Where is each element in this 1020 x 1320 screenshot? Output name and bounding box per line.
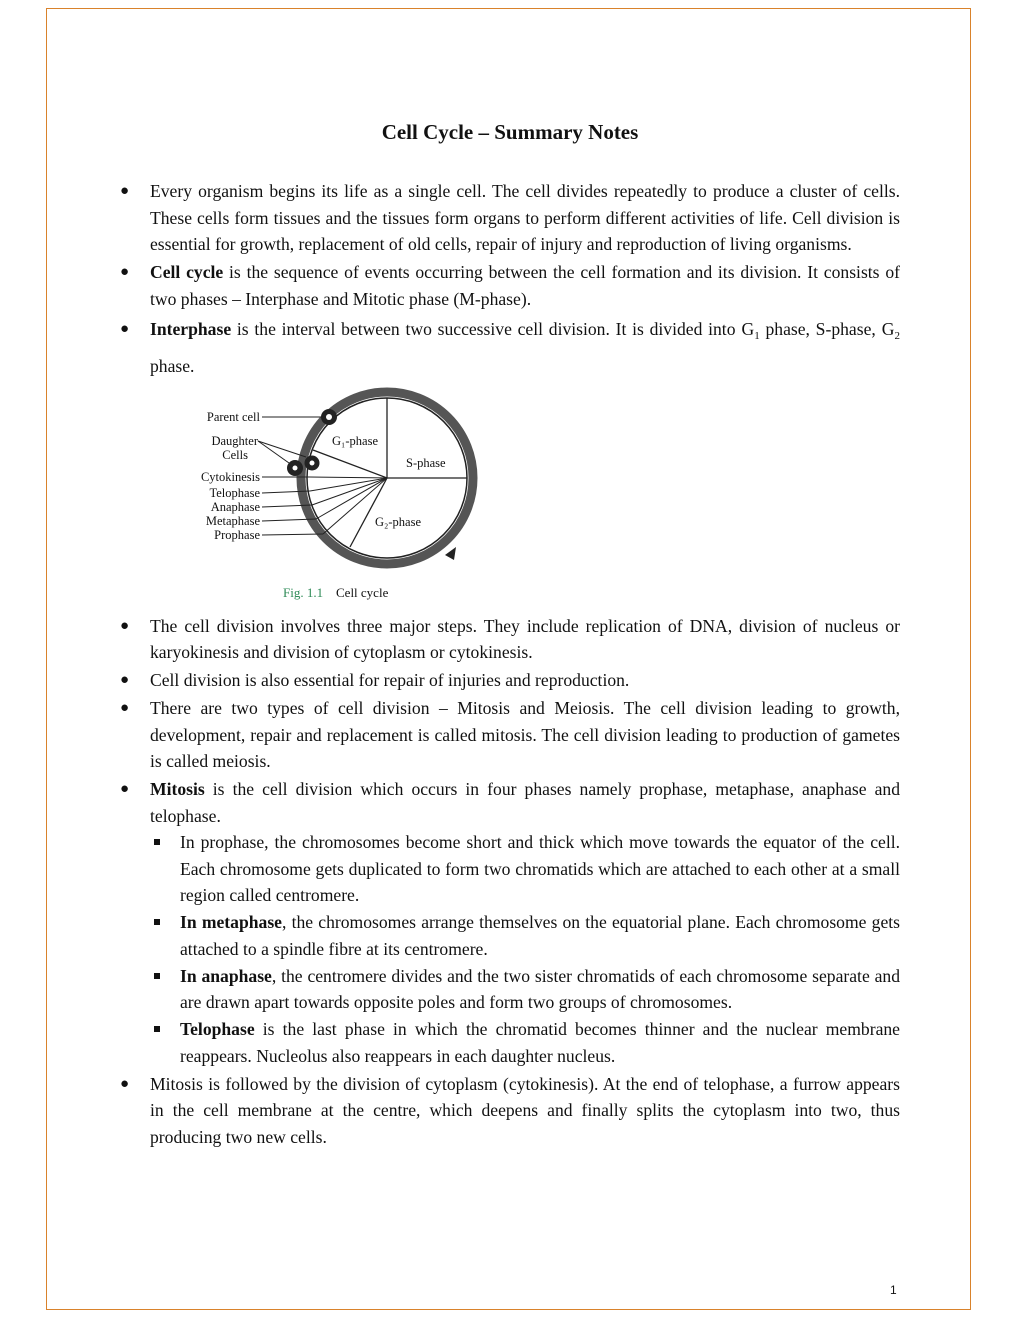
sub-item-telophase <box>150 1016 900 1069</box>
bullet-icon: ● <box>120 617 130 634</box>
square-bullet-icon <box>154 919 160 925</box>
nucleus-icon <box>326 414 332 420</box>
bullet-icon: ● <box>120 183 130 199</box>
telophase-text: is the last phase in which the chromatid becomes thinner and the nuclear membrane reappears. Nucleolus also reappears in each daughter nucleus. <box>180 1019 900 1066</box>
mitosis-phases-list <box>150 829 900 1069</box>
types-text: There are two types of cell division – Mitosis and Meiosis. The cell division leading to growth, development, repair and replacement is called mitosis. The cell division leading to production of gametes is called meiosis. <box>150 698 900 771</box>
label-anaphase: Anaphase <box>210 499 260 514</box>
bullet-icon: ● <box>120 672 130 688</box>
sub-item-prophase <box>150 829 900 909</box>
cell-cycle-diagram <box>192 387 512 609</box>
interphase-text-c: phase. <box>150 355 195 376</box>
leader-line <box>262 534 323 535</box>
label-cells: Cells <box>222 447 248 462</box>
list-item-cytokinesis <box>112 1071 900 1151</box>
list-item-repair <box>112 667 900 694</box>
final-text: Mitosis is followed by the division of cytoplasm (cytokinesis). At the end of telophase, a furrow appears in the cell membrane at the centre, which deepens and finally splits the cytoplasm into two, thus producing two new cells. <box>150 1073 900 1147</box>
label-daughter: Daughter <box>211 433 258 448</box>
bullet-icon: ● <box>120 264 130 280</box>
cell-cycle-figure <box>150 387 938 609</box>
cell-cycle-term: Cell cycle <box>150 262 224 282</box>
g1-symbol: G <box>741 318 755 339</box>
page-title: Cell Cycle – Summary Notes <box>381 120 639 144</box>
repair-text: Cell division is also essential for repair of injuries and reproduction. <box>150 670 630 690</box>
nucleus-icon <box>293 465 298 470</box>
mitosis-text: is the cell division which occurs in four phases namely prophase, metaphase, anaphase and telophase. <box>150 779 900 826</box>
page-number: 1 <box>890 1283 897 1297</box>
steps-text: The cell division involves three major steps. They include replication of DNA, division of nucleus or karyokinesis and division of cytoplasm or cytokinesis. <box>150 615 900 662</box>
list-item-steps <box>112 613 900 666</box>
list-item-interphase <box>112 314 900 609</box>
sub-item-anaphase <box>150 963 900 1016</box>
sub-item-metaphase <box>150 909 900 962</box>
metaphase-term: In metaphase <box>180 912 282 932</box>
bullet-icon: ● <box>120 781 130 797</box>
telophase-term: Telophase <box>180 1019 255 1039</box>
label-telophase: Telophase <box>209 485 260 500</box>
g1-subscript: 1 <box>754 329 760 342</box>
square-bullet-icon <box>154 839 160 845</box>
figure-caption-number: Fig. 1.1 <box>283 584 324 600</box>
divider-m-g1 <box>313 450 387 478</box>
bullet-icon: ● <box>120 1075 130 1092</box>
fan-line <box>309 477 387 478</box>
label-cytokinesis: Cytokinesis <box>200 469 260 484</box>
notes-content <box>112 178 900 1152</box>
nucleus-icon <box>310 460 315 465</box>
bullet-icon: ● <box>120 320 130 337</box>
anaphase-term: In anaphase <box>180 965 272 986</box>
square-bullet-icon <box>154 1026 160 1032</box>
leader-line <box>258 441 289 463</box>
interphase-text-a: is the interval between two successive cell division. It is divided into <box>231 318 736 339</box>
list-item-mitosis <box>112 776 900 1069</box>
label-g1-phase: G₁-phase <box>332 433 379 448</box>
intro-text: Every organism begins its life as a single cell. The cell divides repeatedly to produce a cluster of cells. These cells form tissues and the tissues form organs to perform different activities of life. Cell division is essential for growth, replacement of old cells, repair of injury and reproduction of living organisms. <box>150 181 900 254</box>
list-item-intro <box>112 178 900 258</box>
list-item-types <box>112 695 900 775</box>
interphase-text-b: phase, S-phase, <box>759 318 876 339</box>
figure-caption-text: Cell cycle <box>336 584 389 600</box>
list-item-cell-cycle <box>112 259 900 312</box>
g2-subscript: 2 <box>894 329 900 342</box>
label-s-phase: S-phase <box>406 455 446 470</box>
cycle-arrow-icon <box>445 547 456 560</box>
mitosis-term: Mitosis <box>150 779 205 799</box>
interphase-term: Interphase <box>150 318 232 339</box>
anaphase-text: , the centromere divides and the two sister chromatids of each chromosome separate and are drawn apart towards opposite poles and form two groups of chromosomes. <box>180 965 900 1012</box>
fan-line <box>312 478 387 505</box>
cell-cycle-text: is the sequence of events occurring between the cell formation and its division. It consists of two phases – Interphase and Mitotic phase (M-phase). <box>150 262 900 309</box>
leader-line <box>258 441 306 457</box>
label-parent-cell: Parent cell <box>206 409 260 424</box>
metaphase-text: , the chromosomes arrange themselves on the equatorial plane. Each chromosome gets attached to a spindle fibre at its centromere. <box>180 912 900 959</box>
label-prophase: Prophase <box>214 527 260 542</box>
label-g2-phase: G₂-phase <box>375 514 422 529</box>
label-metaphase: Metaphase <box>205 513 260 528</box>
bullet-list <box>112 178 900 1150</box>
prophase-text: In prophase, the chromosomes become short and thick which move towards the equator of the cell. Each chromosome gets duplicated to form two chromatids which are attached to each other at a small region called centromere. <box>180 832 900 905</box>
g2-symbol: G <box>881 318 895 339</box>
square-bullet-icon <box>154 973 160 979</box>
bullet-icon: ● <box>120 700 130 716</box>
